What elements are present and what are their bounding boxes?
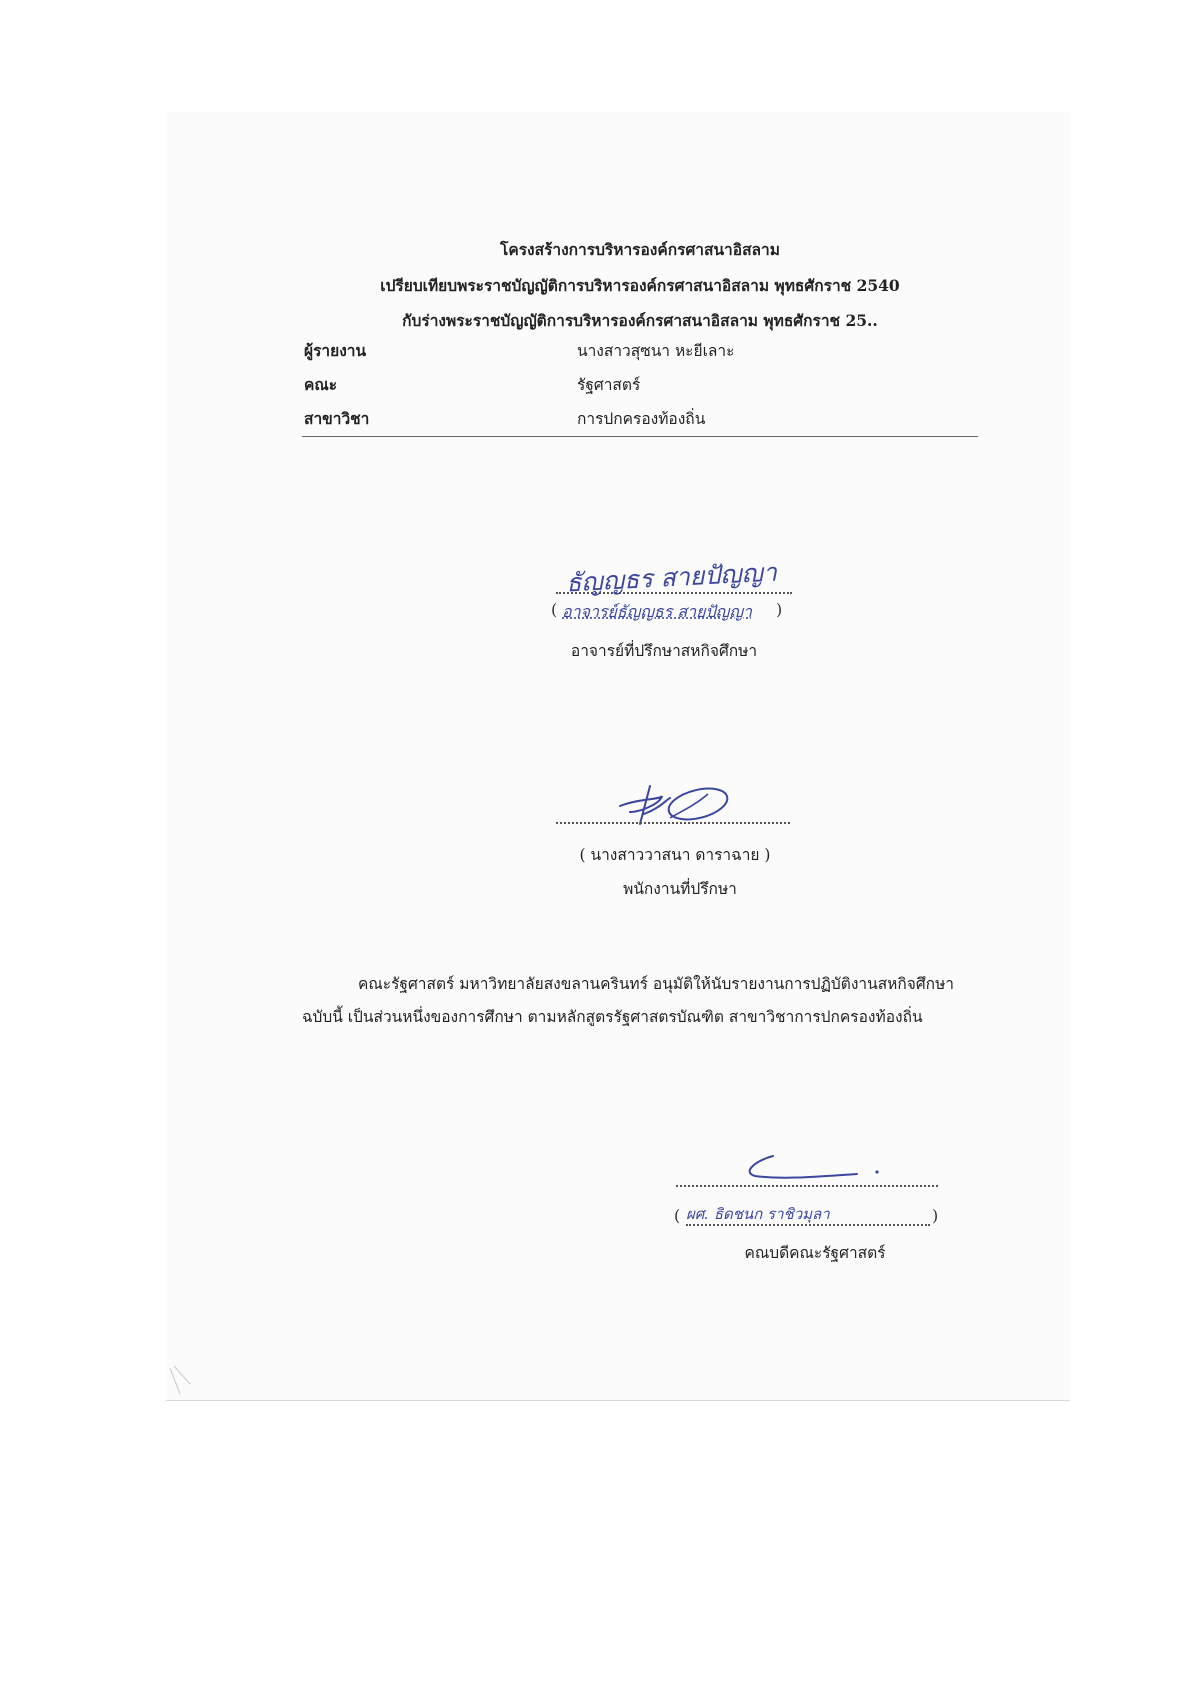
dean-open-paren: ( bbox=[674, 1206, 681, 1225]
reporter-label: ผู้รายงาน bbox=[304, 341, 367, 360]
major-label: สาขาวิชา bbox=[304, 409, 370, 428]
approval-line-1: คณะรัฐศาสตร์ มหาวิทยาลัยสงขลานครินทร์ อนุมัติให้นับรายงานการปฏิบัติงานสหกิจศึกษา bbox=[358, 975, 954, 993]
supervisor-role: พนักงานที่ปรึกษา bbox=[623, 880, 737, 898]
advisor-handwritten-name: อาจารย์ธัญญธร สายปัญญา bbox=[562, 602, 752, 621]
title-line-3: กับร่างพระราชบัญญัติการบริหารองค์กรศาสนาอิสลาม พุทธศักราช 25.. bbox=[402, 311, 878, 330]
approval-paragraph bbox=[302, 968, 982, 1034]
major-value: การปกครองท้องถิ่น bbox=[577, 410, 706, 428]
dean-handwritten-name: ผศ. ธิดชนก ราชิวมุลา bbox=[686, 1205, 830, 1223]
reporter-value: นางสาวสุซนา หะยีเลาะ bbox=[577, 342, 735, 360]
advisor-close-paren: ) bbox=[776, 600, 783, 619]
advisor-role: อาจารย์ที่ปรึกษาสหกิจศึกษา bbox=[570, 642, 758, 660]
faculty-label: คณะ bbox=[304, 375, 338, 394]
title-line-1: โครงสร้างการบริหารองค์กรศาสนาอิสลาม bbox=[500, 240, 780, 259]
dean-signature-dotted-line bbox=[676, 1185, 938, 1187]
title-line-2: เปรียบเทียบพระราชบัญญัติการบริหารองค์กรศาสนาอิสลาม พุทธศักราช 2540 bbox=[380, 276, 900, 295]
supervisor-name: ( นางสาววาสนา ดาราฉาย ) bbox=[579, 846, 771, 864]
advisor-handwritten-signature: ธัญญธร สายปัญญา bbox=[565, 557, 778, 598]
dean-handwritten-signature bbox=[735, 1150, 895, 1184]
supervisor-handwritten-signature bbox=[600, 778, 750, 828]
dean-role: คณบดีคณะรัฐศาสตร์ bbox=[744, 1244, 886, 1262]
dean-close-paren: ) bbox=[932, 1206, 939, 1225]
supervisor-signature-dotted-line bbox=[556, 822, 790, 824]
scan-corner-mark bbox=[168, 1364, 194, 1398]
faculty-value: รัฐศาสตร์ bbox=[577, 376, 641, 394]
approval-line-2: ฉบับนี้ เป็นส่วนหนึ่งของการศึกษา ตามหลักสูตรรัฐศาสตรบัณฑิต สาขาวิชาการปกครองท้องถิ่น bbox=[302, 1008, 923, 1026]
advisor-open-paren: ( bbox=[551, 600, 558, 619]
dean-name-dotted-line bbox=[686, 1224, 930, 1226]
header-divider bbox=[302, 436, 978, 437]
